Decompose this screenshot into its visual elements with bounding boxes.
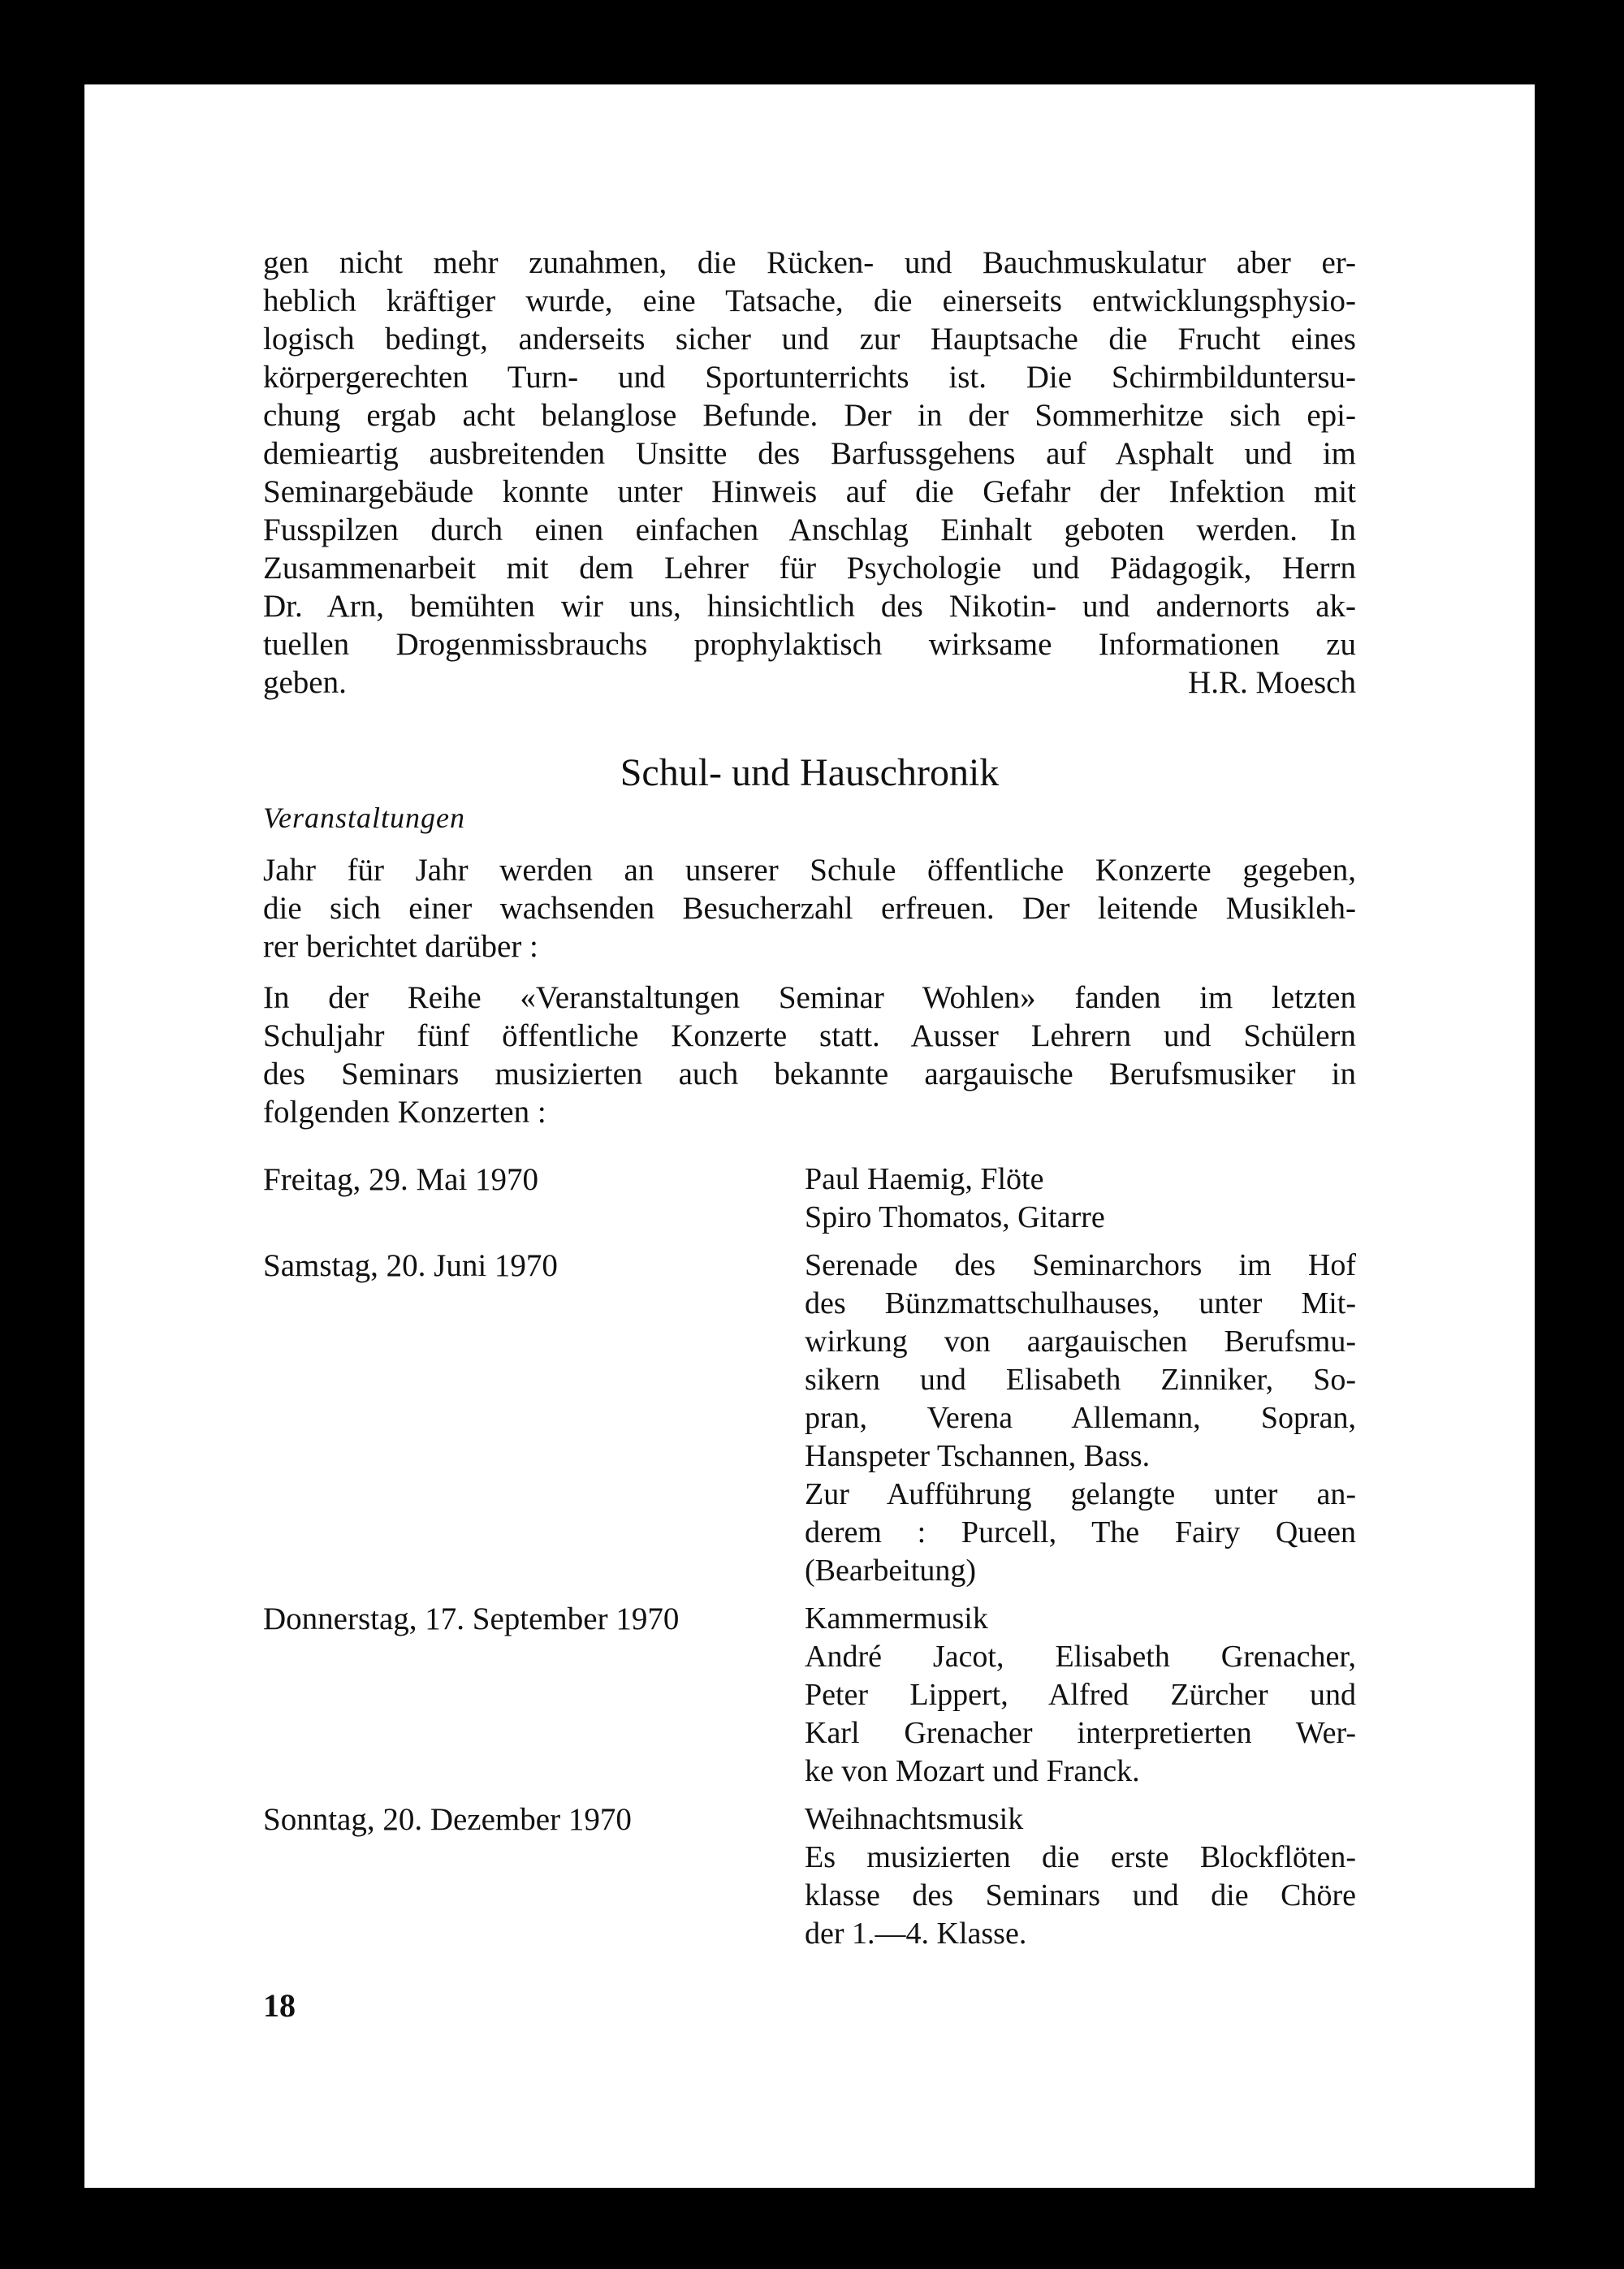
paragraph-line: die sich einer wachsenden Besucherzahl erfreuen. Der leitende Musikleh-	[263, 891, 1356, 926]
concert-date: Donnerstag, 17. September 1970	[263, 1601, 680, 1636]
description-line: der 1.—4. Klasse.	[805, 1917, 1027, 1951]
intro-line: Seminargebäude konnte unter Hinweis auf die Gefahr der Infektion mit	[263, 474, 1356, 509]
intro-line: körpergerechten Turn- und Sportunterrichts ist. Die Schirmbilduntersu-	[263, 360, 1356, 395]
concert-date: Freitag, 29. Mai 1970	[263, 1162, 539, 1197]
document-page	[84, 84, 1535, 2188]
author-signature: H.R. Moesch	[1188, 665, 1356, 700]
description-line: pran, Verena Allemann, Sopran,	[805, 1401, 1356, 1435]
concert-date: Sonntag, 20. Dezember 1970	[263, 1802, 632, 1837]
intro-closing-line	[263, 663, 1356, 702]
description-line: wirkung von aargauischen Berufsmu-	[805, 1325, 1356, 1359]
description-line: Hanspeter Tschannen, Bass.	[805, 1439, 1151, 1473]
description-line: Kammermusik	[805, 1601, 988, 1636]
paragraph-line: des Seminars musizierten auch bekannte aargauische Berufsmusiker in	[263, 1057, 1356, 1091]
intro-line: logisch bedingt, anderseits sicher und zur Hauptsache die Frucht eines	[263, 322, 1356, 357]
page-content	[263, 244, 1356, 1963]
intro-line: heblich kräftiger wurde, eine Tatsache, die einerseits entwicklungsphysio-	[263, 283, 1356, 318]
description-line: André Jacot, Elisabeth Grenacher,	[805, 1640, 1356, 1674]
description-line: Paul Haemig, Flöte	[805, 1162, 1044, 1196]
intro-last-line: geben.	[263, 665, 347, 700]
description-line: Karl Grenacher interpretierten Wer-	[805, 1716, 1356, 1750]
description-line: Zur Aufführung gelangte unter an-	[805, 1477, 1356, 1511]
description-line: klasse des Seminars und die Chöre	[805, 1878, 1356, 1912]
concert-description	[805, 1247, 1356, 1590]
concert-description	[805, 1800, 1356, 1953]
concert-description	[805, 1160, 1356, 1237]
paragraph-line: rer berichtet darüber :	[263, 929, 538, 964]
section-subtitle: Veranstaltungen	[263, 802, 465, 834]
section-title: Schul- und Hauschronik	[620, 751, 1000, 794]
concerts-summary-paragraph	[263, 979, 1356, 1131]
description-line: Weihnachtsmusik	[805, 1802, 1024, 1836]
intro-paragraph	[263, 244, 1356, 702]
concert-description	[805, 1600, 1356, 1791]
description-line: (Bearbeitung)	[805, 1554, 977, 1588]
intro-line: demieartig ausbreitenden Unsitte des Barfussgehens auf Asphalt und im	[263, 436, 1356, 471]
concert-list	[263, 1160, 1356, 1953]
description-line: ke von Mozart und Franck.	[805, 1754, 1140, 1788]
concert-entry	[263, 1247, 1356, 1590]
paragraph-line: In der Reihe «Veranstaltungen Seminar Wohlen» fanden im letzten	[263, 980, 1356, 1015]
concert-entry	[263, 1160, 1356, 1237]
description-line: Peter Lippert, Alfred Zürcher und	[805, 1678, 1356, 1712]
concert-entry	[263, 1800, 1356, 1953]
paragraph-line: folgenden Konzerten :	[263, 1095, 546, 1130]
paragraph-line: Schuljahr fünf öffentliche Konzerte statt. Ausser Lehrern und Schülern	[263, 1018, 1356, 1053]
intro-line: chung ergab acht belanglose Befunde. Der in der Sommerhitze sich epi-	[263, 398, 1356, 433]
description-line: Spiro Thomatos, Gitarre	[805, 1200, 1105, 1234]
description-line: derem : Purcell, The Fairy Queen	[805, 1515, 1356, 1549]
intro-line: Fusspilzen durch einen einfachen Anschlag Einhalt geboten werden. In	[263, 512, 1356, 547]
intro-line: gen nicht mehr zunahmen, die Rücken- und Bauchmuskulatur aber er-	[263, 245, 1356, 280]
intro-line: Dr. Arn, bemühten wir uns, hinsichtlich des Nikotin- und andernorts ak-	[263, 589, 1356, 624]
description-line: Es musizierten die erste Blockflöten-	[805, 1840, 1356, 1874]
description-line: Serenade des Seminarchors im Hof	[805, 1248, 1356, 1282]
paragraph-line: Jahr für Jahr werden an unserer Schule öffentliche Konzerte gegeben,	[263, 853, 1356, 888]
description-line: sikern und Elisabeth Zinniker, So-	[805, 1363, 1356, 1397]
concert-entry	[263, 1600, 1356, 1791]
concerts-intro-paragraph	[263, 851, 1356, 966]
intro-line: tuellen Drogenmissbrauchs prophylaktisch wirksame Informationen zu	[263, 627, 1356, 662]
concert-date: Samstag, 20. Juni 1970	[263, 1248, 558, 1283]
description-line: des Bünzmattschulhauses, unter Mit-	[805, 1286, 1356, 1320]
intro-line: Zusammenarbeit mit dem Lehrer für Psychologie und Pädagogik, Herrn	[263, 551, 1356, 586]
page-number: 18	[263, 1987, 296, 2024]
